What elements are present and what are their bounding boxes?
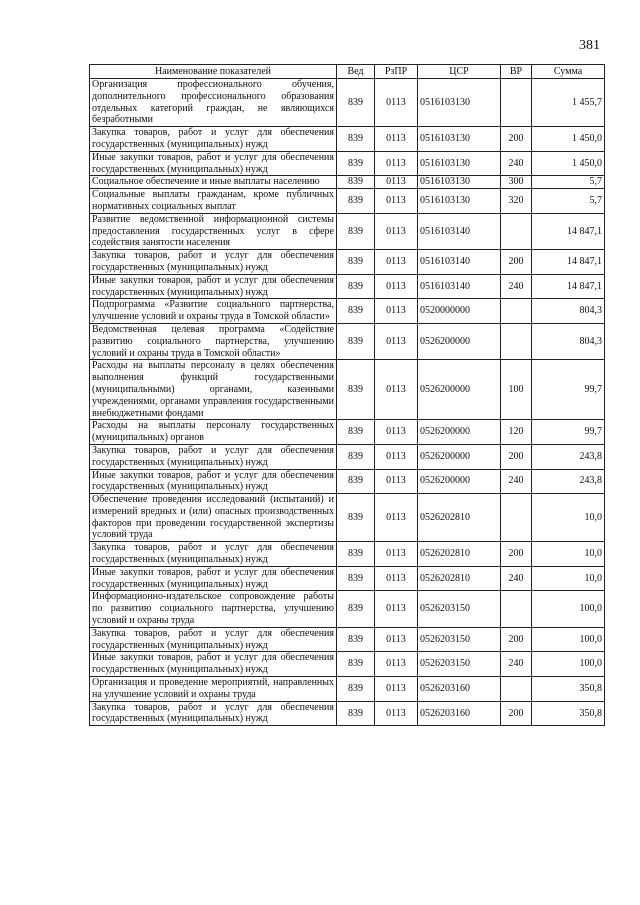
cell-sum: 243,8	[532, 444, 605, 469]
cell-vr	[501, 591, 532, 627]
header-ved: Вед	[337, 65, 375, 79]
cell-rzpr: 0113	[375, 677, 418, 702]
cell-csr: 0516103140	[418, 213, 501, 249]
cell-csr: 0520000000	[418, 299, 501, 324]
cell-vr: 240	[501, 274, 532, 299]
cell-vr: 100	[501, 360, 532, 420]
cell-rzpr: 0113	[375, 360, 418, 420]
table-row	[90, 213, 605, 249]
table-row	[90, 542, 605, 567]
cell-sum: 10,0	[532, 494, 605, 542]
cell-vr	[501, 79, 532, 127]
cell-ved: 839	[337, 627, 375, 652]
cell-ved: 839	[337, 127, 375, 152]
cell-ved: 839	[337, 323, 375, 359]
table-row	[90, 79, 605, 127]
table-row	[90, 274, 605, 299]
table-row	[90, 494, 605, 542]
cell-rzpr: 0113	[375, 79, 418, 127]
table-row	[90, 176, 605, 189]
cell-csr: 0526203160	[418, 677, 501, 702]
cell-csr: 0526200000	[418, 420, 501, 445]
cell-csr: 0516103130	[418, 189, 501, 214]
table-row	[90, 627, 605, 652]
cell-ved: 839	[337, 213, 375, 249]
cell-rzpr: 0113	[375, 652, 418, 677]
header-name: Наименование показателей	[90, 65, 337, 79]
cell-sum: 10,0	[532, 542, 605, 567]
table-row	[90, 677, 605, 702]
cell-vr	[501, 323, 532, 359]
cell-sum: 1 450,0	[532, 127, 605, 152]
header-csr: ЦСР	[418, 65, 501, 79]
cell-name: Подпрограмма «Развитие социального партнерства, улучшение условий и охраны труда в Томской области»	[90, 299, 337, 324]
cell-ved: 839	[337, 151, 375, 176]
cell-name: Иные закупки товаров, работ и услуг для обеспечения государственных (муниципальных) нужд	[90, 652, 337, 677]
cell-csr: 0526200000	[418, 444, 501, 469]
cell-sum: 14 847,1	[532, 213, 605, 249]
cell-csr: 0526203160	[418, 701, 501, 726]
cell-vr: 240	[501, 469, 532, 494]
cell-vr: 240	[501, 652, 532, 677]
cell-name: Развитие ведомственной информационной системы предоставления государственных услуг в сфере содействия занятости населения	[90, 213, 337, 249]
cell-vr: 200	[501, 250, 532, 275]
header-vr: ВР	[501, 65, 532, 79]
cell-name: Расходы на выплаты персоналу государственных (муниципальных) органов	[90, 420, 337, 445]
cell-vr: 200	[501, 127, 532, 152]
cell-name: Социальные выплаты гражданам, кроме публичных нормативных социальных выплат	[90, 189, 337, 214]
cell-csr: 0516103140	[418, 274, 501, 299]
page-number: 381	[579, 38, 600, 53]
cell-rzpr: 0113	[375, 299, 418, 324]
cell-csr: 0526203150	[418, 627, 501, 652]
cell-vr	[501, 213, 532, 249]
cell-ved: 839	[337, 420, 375, 445]
header-sum: Сумма	[532, 65, 605, 79]
cell-name: Закупка товаров, работ и услуг для обеспечения государственных (муниципальных) нужд	[90, 627, 337, 652]
cell-vr: 200	[501, 444, 532, 469]
cell-vr: 240	[501, 151, 532, 176]
header-rzpr: РзПР	[375, 65, 418, 79]
cell-ved: 839	[337, 274, 375, 299]
cell-vr: 320	[501, 189, 532, 214]
cell-rzpr: 0113	[375, 444, 418, 469]
cell-vr: 200	[501, 542, 532, 567]
cell-rzpr: 0113	[375, 469, 418, 494]
cell-sum: 804,3	[532, 299, 605, 324]
cell-ved: 839	[337, 79, 375, 127]
cell-csr: 0516103130	[418, 151, 501, 176]
cell-ved: 839	[337, 469, 375, 494]
cell-sum: 100,0	[532, 627, 605, 652]
table-row	[90, 701, 605, 726]
budget-table	[89, 64, 605, 726]
cell-sum: 350,8	[532, 701, 605, 726]
table-row	[90, 323, 605, 359]
table-row	[90, 591, 605, 627]
cell-ved: 839	[337, 444, 375, 469]
cell-sum: 1 455,7	[532, 79, 605, 127]
cell-csr: 0526200000	[418, 360, 501, 420]
cell-vr	[501, 677, 532, 702]
cell-rzpr: 0113	[375, 420, 418, 445]
cell-sum: 10,0	[532, 566, 605, 591]
table-row	[90, 151, 605, 176]
cell-rzpr: 0113	[375, 127, 418, 152]
cell-ved: 839	[337, 591, 375, 627]
table-row	[90, 566, 605, 591]
cell-csr: 0526200000	[418, 469, 501, 494]
cell-name: Иные закупки товаров, работ и услуг для обеспечения государственных (муниципальных) нужд	[90, 274, 337, 299]
cell-ved: 839	[337, 652, 375, 677]
cell-ved: 839	[337, 677, 375, 702]
cell-rzpr: 0113	[375, 176, 418, 189]
cell-sum: 243,8	[532, 469, 605, 494]
cell-vr: 240	[501, 566, 532, 591]
cell-sum: 5,7	[532, 176, 605, 189]
cell-sum: 14 847,1	[532, 250, 605, 275]
cell-csr: 0516103130	[418, 79, 501, 127]
cell-csr: 0526202810	[418, 494, 501, 542]
cell-ved: 839	[337, 189, 375, 214]
cell-rzpr: 0113	[375, 250, 418, 275]
table-row	[90, 299, 605, 324]
cell-ved: 839	[337, 542, 375, 567]
cell-ved: 839	[337, 250, 375, 275]
cell-vr: 200	[501, 701, 532, 726]
cell-name: Социальное обеспечение и иные выплаты населению	[90, 176, 337, 189]
cell-name: Расходы на выплаты персоналу в целях обеспечения выполнения функций государственными (муниципальными) органами, казенными учреждениями, органами управления государственными внебюджетными фондами	[90, 360, 337, 420]
cell-name: Иные закупки товаров, работ и услуг для обеспечения государственных (муниципальных) нужд	[90, 469, 337, 494]
cell-csr: 0526203150	[418, 652, 501, 677]
cell-sum: 1 450,0	[532, 151, 605, 176]
cell-sum: 14 847,1	[532, 274, 605, 299]
cell-csr: 0516103130	[418, 176, 501, 189]
cell-rzpr: 0113	[375, 494, 418, 542]
cell-csr: 0526202810	[418, 542, 501, 567]
cell-rzpr: 0113	[375, 627, 418, 652]
cell-vr	[501, 494, 532, 542]
cell-rzpr: 0113	[375, 591, 418, 627]
cell-name: Организация профессионального обучения, дополнительного профессионального образования отдельных категорий граждан, не являющихся безработными	[90, 79, 337, 127]
table-row	[90, 469, 605, 494]
cell-ved: 839	[337, 360, 375, 420]
cell-ved: 839	[337, 701, 375, 726]
cell-ved: 839	[337, 299, 375, 324]
table-row	[90, 250, 605, 275]
table-row	[90, 189, 605, 214]
cell-ved: 839	[337, 566, 375, 591]
cell-csr: 0526202810	[418, 566, 501, 591]
cell-csr: 0526200000	[418, 323, 501, 359]
cell-name: Иные закупки товаров, работ и услуг для обеспечения государственных (муниципальных) нужд	[90, 566, 337, 591]
cell-rzpr: 0113	[375, 189, 418, 214]
table-row	[90, 652, 605, 677]
table-row	[90, 420, 605, 445]
cell-rzpr: 0113	[375, 542, 418, 567]
cell-name: Организация и проведение мероприятий, направленных на улучшение условий и охраны труда	[90, 677, 337, 702]
table-row	[90, 360, 605, 420]
table-header-row	[90, 65, 605, 79]
cell-sum: 5,7	[532, 189, 605, 214]
cell-sum: 99,7	[532, 360, 605, 420]
cell-sum: 350,8	[532, 677, 605, 702]
cell-sum: 100,0	[532, 652, 605, 677]
cell-rzpr: 0113	[375, 323, 418, 359]
cell-ved: 839	[337, 494, 375, 542]
cell-rzpr: 0113	[375, 274, 418, 299]
cell-name: Иные закупки товаров, работ и услуг для обеспечения государственных (муниципальных) нужд	[90, 151, 337, 176]
cell-rzpr: 0113	[375, 151, 418, 176]
cell-vr	[501, 299, 532, 324]
cell-name: Закупка товаров, работ и услуг для обеспечения государственных (муниципальных) нужд	[90, 444, 337, 469]
table-row	[90, 444, 605, 469]
cell-vr: 120	[501, 420, 532, 445]
cell-name: Ведомственная целевая программа «Содействие развитию социального партнерства, улучшению условий и охраны труда в Томской области»	[90, 323, 337, 359]
cell-sum: 100,0	[532, 591, 605, 627]
cell-name: Закупка товаров, работ и услуг для обеспечения государственных (муниципальных) нужд	[90, 127, 337, 152]
cell-rzpr: 0113	[375, 701, 418, 726]
cell-csr: 0526203150	[418, 591, 501, 627]
table-row	[90, 127, 605, 152]
cell-rzpr: 0113	[375, 566, 418, 591]
cell-name: Закупка товаров, работ и услуг для обеспечения государственных (муниципальных) нужд	[90, 542, 337, 567]
cell-vr: 200	[501, 627, 532, 652]
cell-sum: 99,7	[532, 420, 605, 445]
cell-rzpr: 0113	[375, 213, 418, 249]
cell-name: Обеспечение проведения исследований (испытаний) и измерений вредных и (или) опасных производственных факторов при проведении государственной экспертизы условий труда	[90, 494, 337, 542]
cell-ved: 839	[337, 176, 375, 189]
cell-sum: 804,3	[532, 323, 605, 359]
cell-csr: 0516103130	[418, 127, 501, 152]
cell-csr: 0516103140	[418, 250, 501, 275]
cell-vr: 300	[501, 176, 532, 189]
cell-name: Информационно-издательское сопровождение работы по развитию социального партнерства, улучшению условий и охраны труда	[90, 591, 337, 627]
cell-name: Закупка товаров, работ и услуг для обеспечения государственных (муниципальных) нужд	[90, 701, 337, 726]
cell-name: Закупка товаров, работ и услуг для обеспечения государственных (муниципальных) нужд	[90, 250, 337, 275]
